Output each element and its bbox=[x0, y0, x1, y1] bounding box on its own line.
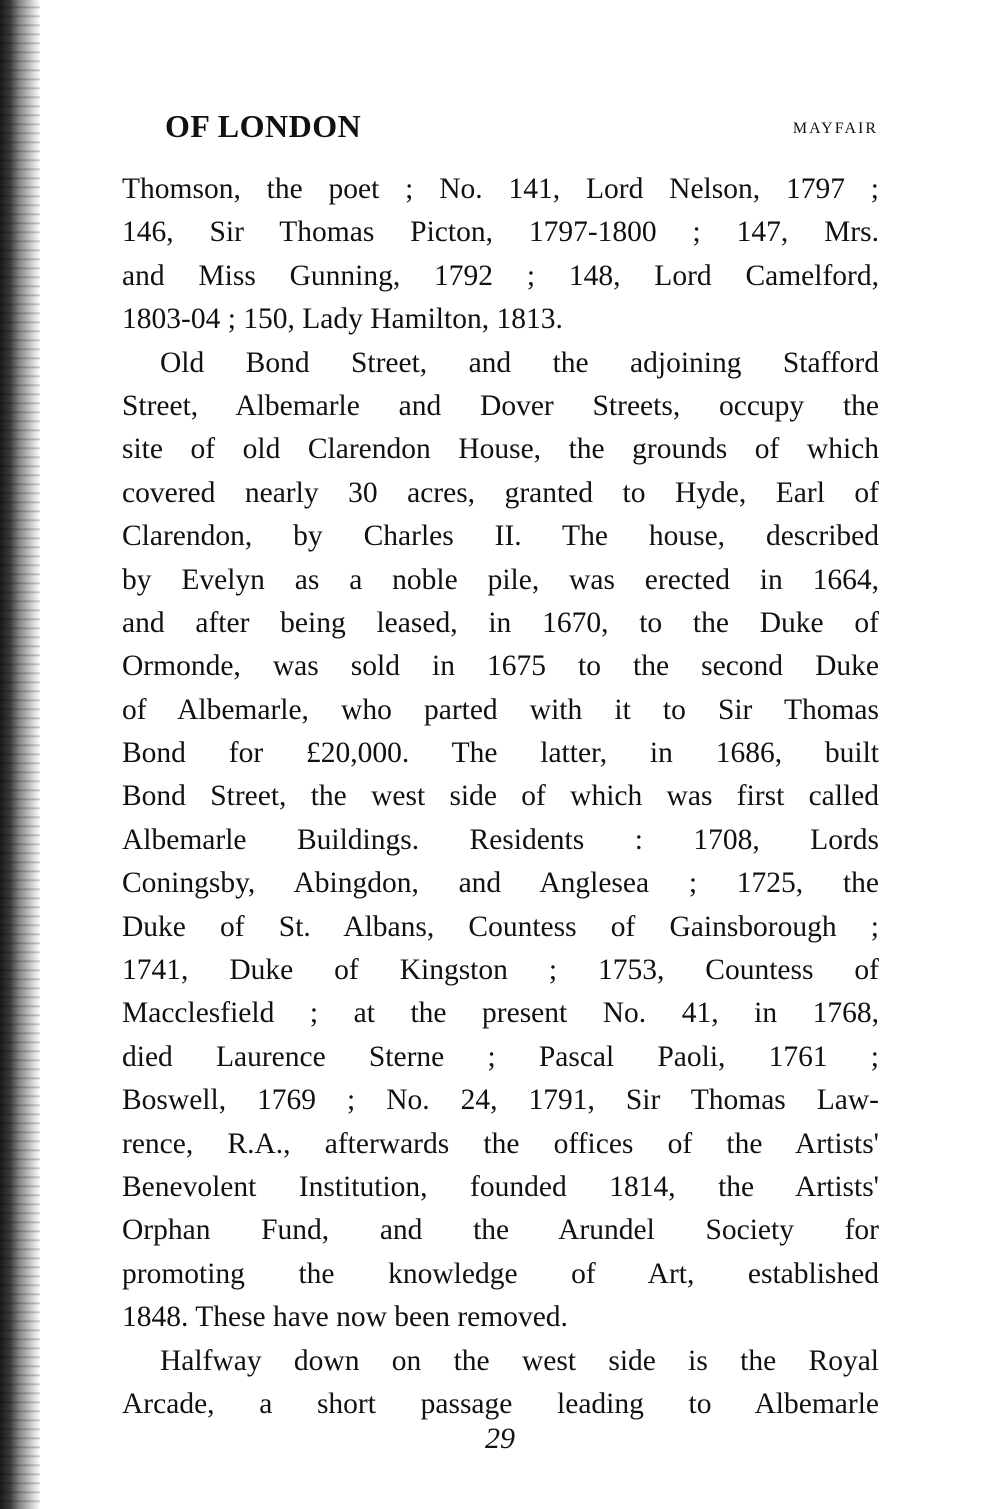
text-line: Benevolent Institution, founded 1814, the Artists' bbox=[122, 1170, 879, 1203]
page-binding-edge bbox=[0, 0, 40, 1509]
text-line: Coningsby, Abingdon, and Anglesea ; 1725, the bbox=[122, 867, 879, 900]
text-line: Orphan Fund, and the Arundel Society for bbox=[122, 1214, 879, 1247]
text-line: of Albemarle, who parted with it to Sir Thomas bbox=[122, 693, 879, 726]
text-line: and Miss Gunning, 1792 ; 148, Lord Camelford, bbox=[122, 259, 879, 292]
page-number: 29 bbox=[485, 1422, 515, 1455]
text-line: Duke of St. Albans, Countess of Gainsborough ; bbox=[122, 910, 879, 943]
text-line: by Evelyn as a noble pile, was erected in 1664, bbox=[122, 563, 879, 596]
body-text bbox=[122, 168, 879, 1426]
text-line: 1848. These have now been removed. bbox=[122, 1301, 568, 1334]
text-line: rence, R.A., afterwards the offices of the Artists' bbox=[122, 1127, 879, 1160]
running-head bbox=[165, 108, 880, 158]
text-line: Thomson, the poet ; No. 141, Lord Nelson, 1797 ; bbox=[122, 173, 879, 205]
running-head-section: MAYFAIR bbox=[792, 120, 878, 137]
running-head-title: OF LONDON bbox=[165, 108, 362, 144]
text-line: 1741, Duke of Kingston ; 1753, Countess of bbox=[122, 954, 879, 987]
text-line: Albemarle Buildings. Residents : 1708, Lords bbox=[122, 823, 879, 856]
text-line: promoting the knowledge of Art, established bbox=[122, 1257, 879, 1290]
text-line: Old Bond Street, and the adjoining Stafford bbox=[160, 346, 879, 379]
text-line: Boswell, 1769 ; No. 24, 1791, Sir Thomas Law- bbox=[122, 1084, 879, 1117]
text-line: site of old Clarendon House, the grounds of which bbox=[122, 433, 879, 466]
text-line: Macclesfield ; at the present No. 41, in 1768, bbox=[122, 997, 879, 1030]
text-line: Bond for £20,000. The latter, in 1686, built bbox=[122, 737, 879, 770]
text-line: Arcade, a short passage leading to Albemarle bbox=[122, 1387, 879, 1420]
text-line: died Laurence Sterne ; Pascal Paoli, 1761 ; bbox=[122, 1040, 879, 1073]
text-line: Halfway down on the west side is the Royal bbox=[160, 1344, 879, 1377]
text-line: Bond Street, the west side of which was first called bbox=[122, 780, 879, 813]
text-line: 1803-04 ; 150, Lady Hamilton, 1813. bbox=[122, 303, 563, 336]
text-line: and after being leased, in 1670, to the Duke of bbox=[122, 606, 879, 639]
text-line: Clarendon, by Charles II. The house, described bbox=[122, 520, 879, 553]
text-line: Street, Albemarle and Dover Streets, occupy the bbox=[122, 389, 879, 422]
text-line: 146, Sir Thomas Picton, 1797-1800 ; 147, Mrs. bbox=[122, 216, 879, 249]
text-line: covered nearly 30 acres, granted to Hyde, Earl of bbox=[122, 476, 879, 509]
text-line: Ormonde, was sold in 1675 to the second Duke bbox=[122, 650, 879, 683]
